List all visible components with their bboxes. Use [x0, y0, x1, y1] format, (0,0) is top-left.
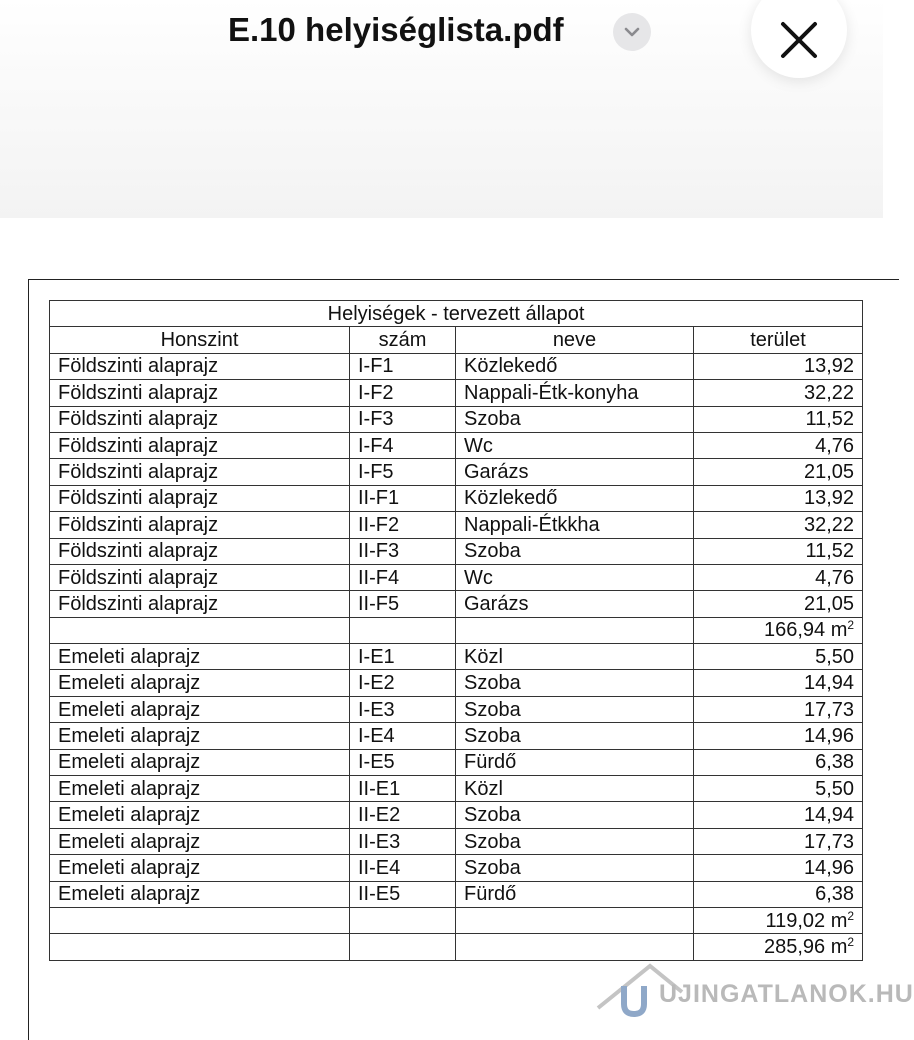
number-cell — [350, 380, 456, 406]
close-button[interactable] — [751, 0, 847, 78]
area-cell-text: 11,52 — [805, 540, 855, 563]
table-row — [50, 432, 863, 458]
level-cell-text: Földszinti alaprajz — [58, 540, 219, 563]
table-row — [50, 881, 863, 907]
area-cell-text: 14,96 — [803, 856, 855, 879]
number-cell-text: I-E5 — [358, 751, 395, 774]
column-header-number: szám — [350, 327, 456, 353]
name-cell — [456, 485, 694, 511]
name-cell — [456, 380, 694, 406]
number-cell — [350, 907, 456, 933]
number-cell-text: II-F2 — [358, 513, 400, 536]
level-cell — [50, 617, 350, 643]
area-cell — [694, 432, 863, 458]
area-cell-text: 14,94 — [803, 672, 855, 695]
number-cell — [350, 564, 456, 590]
name-cell — [456, 776, 694, 802]
name-cell — [456, 723, 694, 749]
name-cell — [456, 670, 694, 696]
area-cell-text: 32,22 — [803, 381, 855, 404]
name-cell-text: Fürdő — [464, 751, 517, 774]
name-cell-text: Szoba — [464, 698, 521, 721]
name-cell-text: Wc — [464, 434, 493, 457]
table-row — [50, 855, 863, 881]
number-cell-text: I-F4 — [358, 434, 394, 457]
area-cell-text: 14,96 — [803, 724, 855, 747]
level-cell — [50, 564, 350, 590]
unit-superscript: 2 — [847, 908, 855, 923]
level-cell — [50, 353, 350, 379]
area-cell-text: 119,02 m — [765, 909, 848, 932]
level-cell — [50, 828, 350, 854]
name-cell-text: Közlekedő — [464, 487, 558, 510]
number-cell-text: II-F5 — [358, 592, 400, 615]
area-cell-text: 5,50 — [815, 777, 855, 800]
area-cell-text: 13,92 — [803, 355, 855, 378]
table-body — [50, 353, 863, 960]
level-cell-text: Földszinti alaprajz — [58, 355, 219, 378]
area-cell — [694, 564, 863, 590]
area-cell — [694, 696, 863, 722]
area-cell — [694, 591, 863, 617]
number-cell — [350, 881, 456, 907]
table-row — [50, 828, 863, 854]
number-cell-text: I-F3 — [358, 408, 394, 431]
level-cell — [50, 644, 350, 670]
level-cell-text: Emeleti alaprajz — [58, 645, 201, 668]
level-cell-text: Földszinti alaprajz — [58, 381, 219, 404]
table-row — [50, 485, 863, 511]
name-cell — [456, 459, 694, 485]
number-cell-text: I-F2 — [358, 381, 394, 404]
level-cell — [50, 881, 350, 907]
name-cell — [456, 934, 694, 960]
number-cell — [350, 459, 456, 485]
area-cell-text: 285,96 m — [763, 936, 848, 959]
table-row — [50, 696, 863, 722]
number-cell — [350, 776, 456, 802]
name-cell — [456, 828, 694, 854]
name-cell-text: Szoba — [464, 724, 521, 747]
name-cell-text: Szoba — [464, 540, 521, 563]
name-cell-text: Szoba — [464, 830, 521, 853]
level-cell — [50, 776, 350, 802]
watermark — [596, 960, 914, 1020]
room-list-table — [49, 300, 863, 961]
name-cell-text: Szoba — [464, 856, 521, 879]
number-cell-text: II-E4 — [358, 856, 401, 879]
area-cell — [694, 855, 863, 881]
number-cell-text: II-F4 — [358, 566, 400, 589]
level-cell — [50, 696, 350, 722]
name-cell — [456, 644, 694, 670]
number-cell — [350, 406, 456, 432]
number-cell — [350, 353, 456, 379]
name-cell — [456, 432, 694, 458]
number-cell-text: I-E4 — [358, 724, 395, 747]
area-cell-text: 17,73 — [803, 698, 855, 721]
number-cell — [350, 670, 456, 696]
number-cell-text: II-F1 — [358, 487, 400, 510]
close-icon — [779, 20, 819, 60]
level-cell — [50, 512, 350, 538]
number-cell-text: I-F5 — [358, 461, 394, 484]
name-cell-text: Fürdő — [464, 883, 517, 906]
number-cell-text: II-E1 — [358, 777, 401, 800]
name-cell — [456, 617, 694, 643]
name-cell — [456, 855, 694, 881]
table-row — [50, 380, 863, 406]
number-cell — [350, 855, 456, 881]
unit-superscript: 2 — [847, 935, 855, 950]
column-header-area: terület — [694, 327, 863, 353]
table-row — [50, 564, 863, 590]
number-cell — [350, 828, 456, 854]
level-cell-text: Emeleti alaprajz — [58, 698, 201, 721]
area-cell — [694, 802, 863, 828]
area-cell-text: 5,50 — [815, 645, 855, 668]
number-cell-text: II-E2 — [358, 804, 401, 827]
table-title: Helyiségek - tervezett állapot — [50, 301, 863, 327]
number-cell — [350, 934, 456, 960]
area-cell — [694, 353, 863, 379]
number-cell — [350, 802, 456, 828]
level-cell-text: Földszinti alaprajz — [58, 408, 219, 431]
column-header-level: Honszint — [50, 327, 350, 353]
viewer-header — [0, 0, 883, 218]
number-cell-text: I-E1 — [358, 645, 395, 668]
area-cell — [694, 406, 863, 432]
subtotal-row — [50, 934, 863, 960]
watermark-text: UJINGATLANOK.HU — [659, 980, 914, 1008]
level-cell-text: Földszinti alaprajz — [58, 566, 219, 589]
name-cell-text: Wc — [464, 566, 493, 589]
level-cell-text: Emeleti alaprajz — [58, 751, 201, 774]
area-cell-text: 21,05 — [803, 461, 855, 484]
level-cell — [50, 459, 350, 485]
area-cell — [694, 485, 863, 511]
number-cell — [350, 696, 456, 722]
level-cell — [50, 406, 350, 432]
area-cell-text: 32,22 — [803, 513, 855, 536]
name-cell — [456, 564, 694, 590]
area-cell — [694, 644, 863, 670]
level-cell — [50, 432, 350, 458]
name-cell-text: Szoba — [464, 408, 521, 431]
level-cell-text: Emeleti alaprajz — [58, 672, 201, 695]
area-cell — [694, 907, 863, 933]
chevron-down-icon — [624, 27, 640, 37]
level-cell-text: Emeleti alaprajz — [58, 804, 201, 827]
name-cell — [456, 881, 694, 907]
number-cell-text: II-F3 — [358, 540, 400, 563]
level-cell-text: Emeleti alaprajz — [58, 883, 201, 906]
area-cell — [694, 828, 863, 854]
name-cell — [456, 749, 694, 775]
level-cell — [50, 802, 350, 828]
name-cell — [456, 538, 694, 564]
area-cell — [694, 749, 863, 775]
number-cell-text: I-E2 — [358, 672, 395, 695]
name-cell-text: Nappali-Étkkha — [464, 513, 600, 536]
area-cell — [694, 881, 863, 907]
number-cell-text: I-F1 — [358, 355, 394, 378]
table-row — [50, 723, 863, 749]
area-cell — [694, 538, 863, 564]
number-cell — [350, 512, 456, 538]
area-cell — [694, 512, 863, 538]
table-row — [50, 406, 863, 432]
level-cell-text: Emeleti alaprajz — [58, 830, 201, 853]
level-cell-text: Földszinti alaprajz — [58, 513, 219, 536]
name-cell — [456, 406, 694, 432]
level-cell — [50, 670, 350, 696]
area-cell — [694, 670, 863, 696]
name-cell — [456, 353, 694, 379]
area-cell — [694, 459, 863, 485]
number-cell — [350, 644, 456, 670]
table-row — [50, 749, 863, 775]
name-cell-text: Garázs — [464, 592, 529, 615]
area-cell-text: 13,92 — [803, 487, 855, 510]
level-cell — [50, 907, 350, 933]
subtotal-row — [50, 907, 863, 933]
number-cell-text: II-E5 — [358, 883, 401, 906]
name-cell-text: Nappali-Étk-konyha — [464, 381, 639, 404]
column-header-name: neve — [456, 327, 694, 353]
name-cell — [456, 802, 694, 828]
number-cell-text: II-E3 — [358, 830, 401, 853]
area-cell — [694, 617, 863, 643]
file-title: E.10 helyiséglista.pdf — [228, 11, 564, 48]
area-cell-text: 11,52 — [805, 408, 855, 431]
area-cell-text: 4,76 — [815, 566, 855, 589]
level-cell-text: Földszinti alaprajz — [58, 461, 219, 484]
name-cell-text: Közl — [464, 777, 503, 800]
number-cell — [350, 617, 456, 643]
number-cell — [350, 432, 456, 458]
level-cell-text: Emeleti alaprajz — [58, 724, 201, 747]
level-cell-text: Emeleti alaprajz — [58, 856, 201, 879]
level-cell — [50, 485, 350, 511]
table-row — [50, 353, 863, 379]
level-cell — [50, 934, 350, 960]
name-cell — [456, 512, 694, 538]
file-options-button[interactable] — [613, 13, 651, 51]
level-cell-text: Földszinti alaprajz — [58, 487, 219, 510]
level-cell-text: Emeleti alaprajz — [58, 777, 201, 800]
number-cell — [350, 723, 456, 749]
name-cell-text: Közlekedő — [464, 355, 558, 378]
table-row — [50, 776, 863, 802]
number-cell — [350, 591, 456, 617]
name-cell-text: Szoba — [464, 672, 521, 695]
number-cell — [350, 538, 456, 564]
name-cell-text: Szoba — [464, 804, 521, 827]
area-cell-text: 6,38 — [815, 751, 855, 774]
number-cell — [350, 749, 456, 775]
table-row — [50, 670, 863, 696]
table-row — [50, 538, 863, 564]
number-cell — [350, 485, 456, 511]
level-cell — [50, 538, 350, 564]
name-cell-text: Garázs — [464, 461, 529, 484]
name-cell-text: Közl — [464, 645, 503, 668]
number-cell-text: I-E3 — [358, 698, 395, 721]
area-cell — [694, 380, 863, 406]
area-cell-text: 6,38 — [815, 883, 855, 906]
name-cell — [456, 907, 694, 933]
level-cell — [50, 749, 350, 775]
area-cell-text: 21,05 — [803, 592, 855, 615]
area-cell-text: 166,94 m — [763, 619, 848, 642]
table-row — [50, 591, 863, 617]
area-cell-text: 17,73 — [803, 830, 855, 853]
area-cell — [694, 934, 863, 960]
table-row — [50, 802, 863, 828]
level-cell — [50, 855, 350, 881]
name-cell — [456, 591, 694, 617]
area-cell — [694, 723, 863, 749]
unit-superscript: 2 — [847, 618, 855, 633]
name-cell — [456, 696, 694, 722]
level-cell-text: Földszinti alaprajz — [58, 592, 219, 615]
level-cell — [50, 380, 350, 406]
area-cell — [694, 776, 863, 802]
table-title-row — [50, 301, 863, 327]
table-row — [50, 512, 863, 538]
subtotal-row — [50, 617, 863, 643]
area-cell-text: 4,76 — [815, 434, 855, 457]
area-cell-text: 14,94 — [803, 804, 855, 827]
table-header-row — [50, 327, 863, 353]
level-cell-text: Földszinti alaprajz — [58, 434, 219, 457]
table-row — [50, 644, 863, 670]
level-cell — [50, 723, 350, 749]
table-row — [50, 459, 863, 485]
level-cell — [50, 591, 350, 617]
